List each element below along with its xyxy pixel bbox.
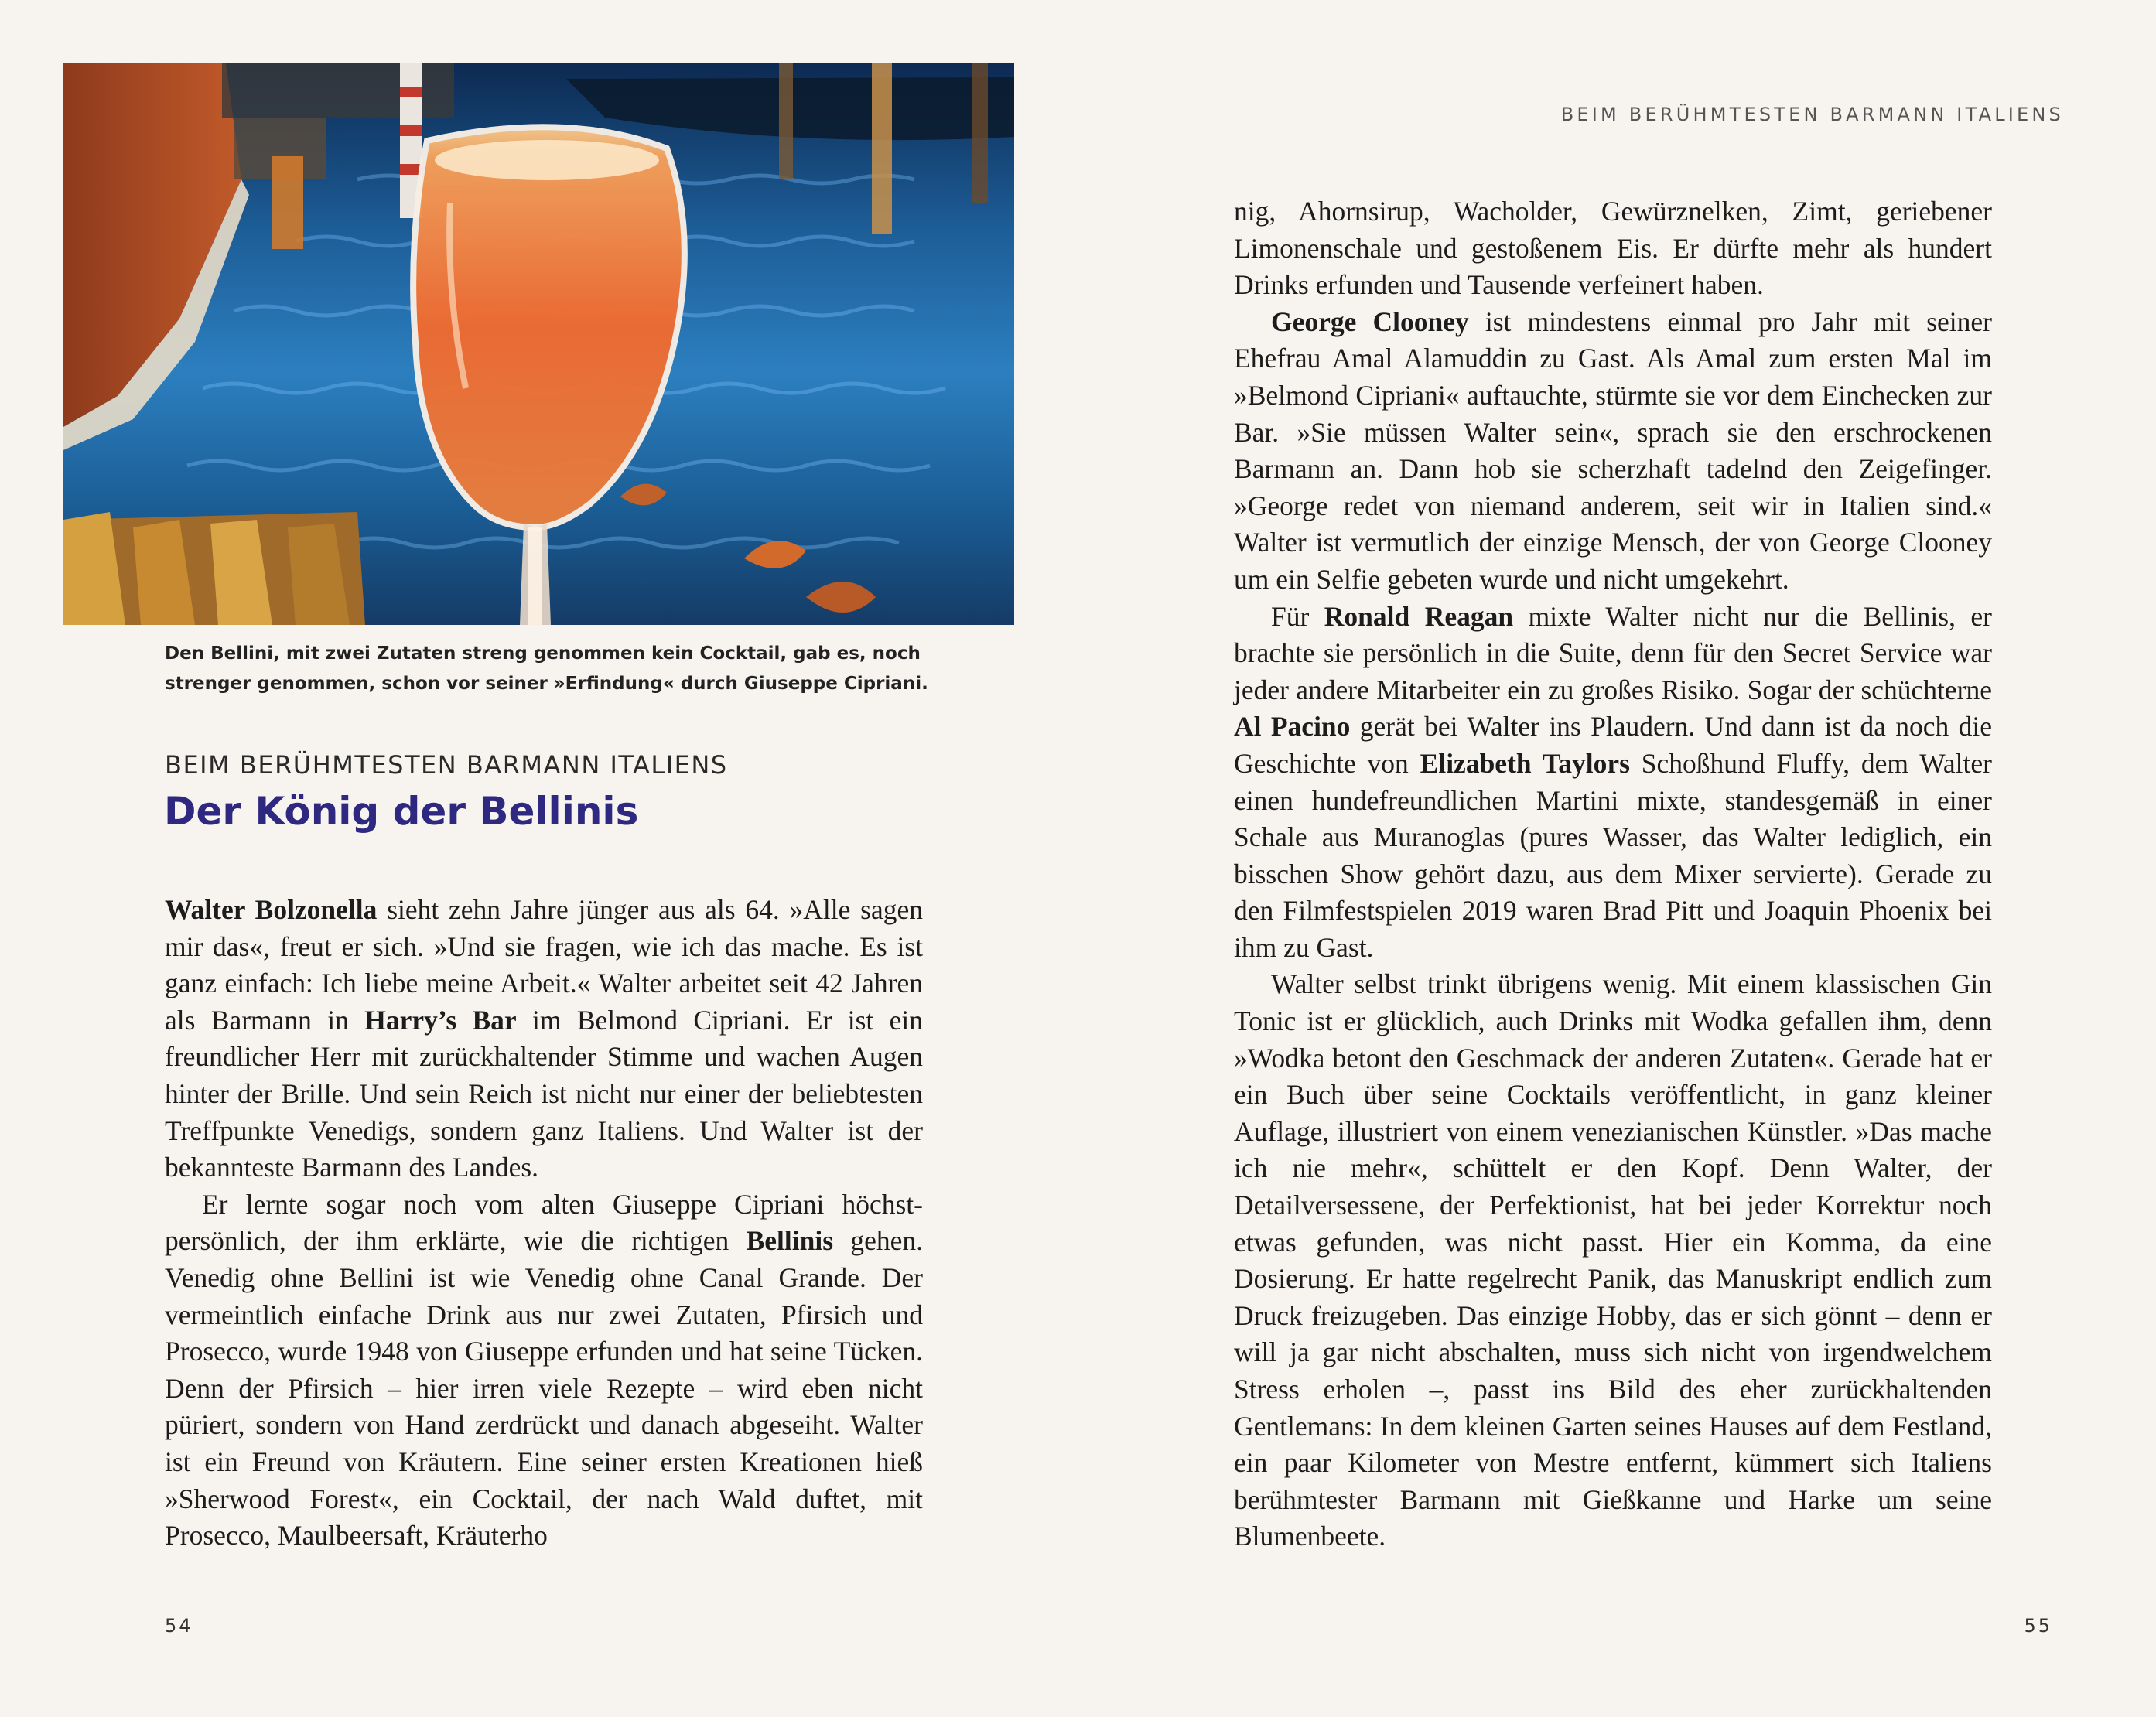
bold-name: Harry’s Bar <box>364 1004 517 1036</box>
running-head: BEIM BERÜHMTESTEN BARMANN ITALIENS <box>1560 104 2064 125</box>
bold-name: Walter Bolzonella <box>165 894 378 925</box>
bold-name: Elizabeth Taylors <box>1420 747 1630 779</box>
photo-illustration <box>63 63 1014 625</box>
text-run: im Belmond Cipriani. Er ist ein freundlicher Herr mit zurückhaltender Stimme und wachen Augen hinter der Brille. Und sein Reich ist nicht nur einer der beliebtesten Treffpunkte Venedigs, sondern ganz Italiens. Und Walter ist der bekannteste Barmann des Landes. <box>165 1004 923 1183</box>
bold-name: Al Pacino <box>1234 711 1351 742</box>
text-run: ist mindestens einmal pro Jahr mit seiner Ehefrau Amal Alamuddin zu Gast. Als Amal zum ersten Mal im »Belmond Cipriani« auftauchte, stürmte sie vor dem Einchecken zur Bar. »Sie müssen Walter sein«, sprach sie den erschrockenen Barmann an. Dann hob sie scherzhaft tadelnd den Zeigefinger. »George redet von niemand anderem, seit wir in Italien sind.« Walter ist vermutlich der einzige Mensch, der von George Clooney um ein Selfie gebeten wurde und nicht umgekehrt. <box>1234 306 1992 595</box>
text-run: mixte Walter nicht nur die Bellinis, er brachte sie persönlich in die Suite, denn für den Secret Service war jeder andere Mitarbeiter ein zu großes Risiko. Sogar der schüchterne <box>1234 600 1992 705</box>
body-paragraph <box>1234 966 1992 1555</box>
text-run: Für <box>1271 600 1324 632</box>
body-paragraph <box>165 1186 923 1555</box>
right-page <box>1078 0 2156 1717</box>
left-body-text <box>165 892 923 1555</box>
article-headline: Der König der Bellinis <box>164 789 639 834</box>
photo-caption: Den Bellini, mit zwei Zutaten streng genommen kein Cocktail, gab es, noch strenger genommen, schon vor seiner »Erfindung« durch Giuseppe Cipriani. <box>165 643 928 694</box>
page-number-right: 55 <box>2024 1615 2052 1637</box>
bellini-photo <box>63 63 1014 625</box>
text-run: Er lernte sogar noch vom alten Giuseppe Cipriani höchstpersönlich, der ihm erklärte, wie die richtigen <box>165 1188 923 1257</box>
body-paragraph <box>1234 304 1992 599</box>
body-paragraph <box>1234 193 1992 304</box>
text-run: gehen. Venedig ohne Bellini ist wie Venedig ohne Canal Grande. Der vermeintlich einfache Drink aus nur zwei Zutaten, Pfirsich und Prosecco, wurde 1948 von Giuseppe erfunden und hat seine Tücken. Denn der Pfirsich – hier irren viele Rezepte – wird eben nicht püriert, sondern von Hand zerdrückt und danach abgeseiht. Walter ist ein Freund von Kräutern. Eine seiner ersten Kreationen hieß »Sherwood Forest«, ein Cocktail, der nach Wald duftet, mit Prosecco, Maulbeersaft, Kräuterho <box>165 1225 924 1551</box>
bold-name: Ronald Reagan <box>1324 600 1514 632</box>
text-run: Schoßhund Fluffy, dem Walter einen hundefreundlichen Martini mixte, standesgemäß in einer Schale aus Muranoglas (pures Wasser, das Walter lediglich, ein bisschen Show gehört dazu, aus dem Mixer servierte). Gerade zu den Filmfestspielen 2019 waren Brad Pitt und Joaquin Phoenix bei ihm zu Gast. <box>1234 747 1992 963</box>
text-run: sieht zehn Jahre jünger aus als 64. »Alle sagen mir das«, freut er sich. »Und sie fragen, wie ich das mache. Es ist ganz einfach: Ich liebe meine Arbeit.« Walter arbeitet seit 42 Jahren als Barmann in <box>165 894 924 1036</box>
text-run: nig, Ahornsirup, Wacholder, Gewürznelken, Zimt, geriebener Limonenschale und gestoßenem Eis. Er dürfte mehr als hundert Drinks erfunden und Tausende verfeinert haben. <box>1234 196 1992 301</box>
bold-name: George Clooney <box>1271 306 1469 337</box>
body-paragraph <box>165 892 923 1186</box>
page-number-left: 54 <box>165 1615 193 1637</box>
article-kicker: BEIM BERÜHMTESTEN BARMANN ITALIENS <box>165 750 728 780</box>
right-body-text <box>1234 193 1992 1555</box>
text-run: gerät bei Walter ins Plaudern. Und dann ist da noch die Geschichte von <box>1234 711 1992 779</box>
bold-name: Bellinis <box>746 1225 834 1257</box>
text-run: Walter selbst trinkt übrigens wenig. Mit einem klassischen Gin Tonic ist er glücklich, auch Drinks mit Wodka gefallen ihm, denn »Wodka betont den Geschmack der anderen Zutaten«. Gerade hat er ein Buch über seine Cocktails veröffentlicht, in ganz kleiner Auflage, illustriert von einem venezianischen Künstler. »Das mache ich nie mehr«, schüttelt er den Kopf. Denn Walter, der Detailversessene, der Perfektionist, hat bei jeder Korrektur noch etwas gefunden, was nicht passt. Hier ein Komma, da eine Dosierung. Er hatte regelrecht Panik, das Manuskript endlich zum Druck freizugeben. Das einzige Hobby, das er sich gönnt – denn er will ja gar nicht abschalten, muss sich nicht von irgendwelchem Stress erholen –, passt ins Bild des eher zurückhaltenden Gentlemans: In dem kleinen Garten seines Hauses auf dem Festland, ein paar Kilometer von Mestre entfernt, kümmert sich Italiens berühmtester Barmann mit Gießkanne und Harke um seine Blumenbeete. <box>1234 968 1992 1552</box>
body-paragraph <box>1234 599 1992 967</box>
